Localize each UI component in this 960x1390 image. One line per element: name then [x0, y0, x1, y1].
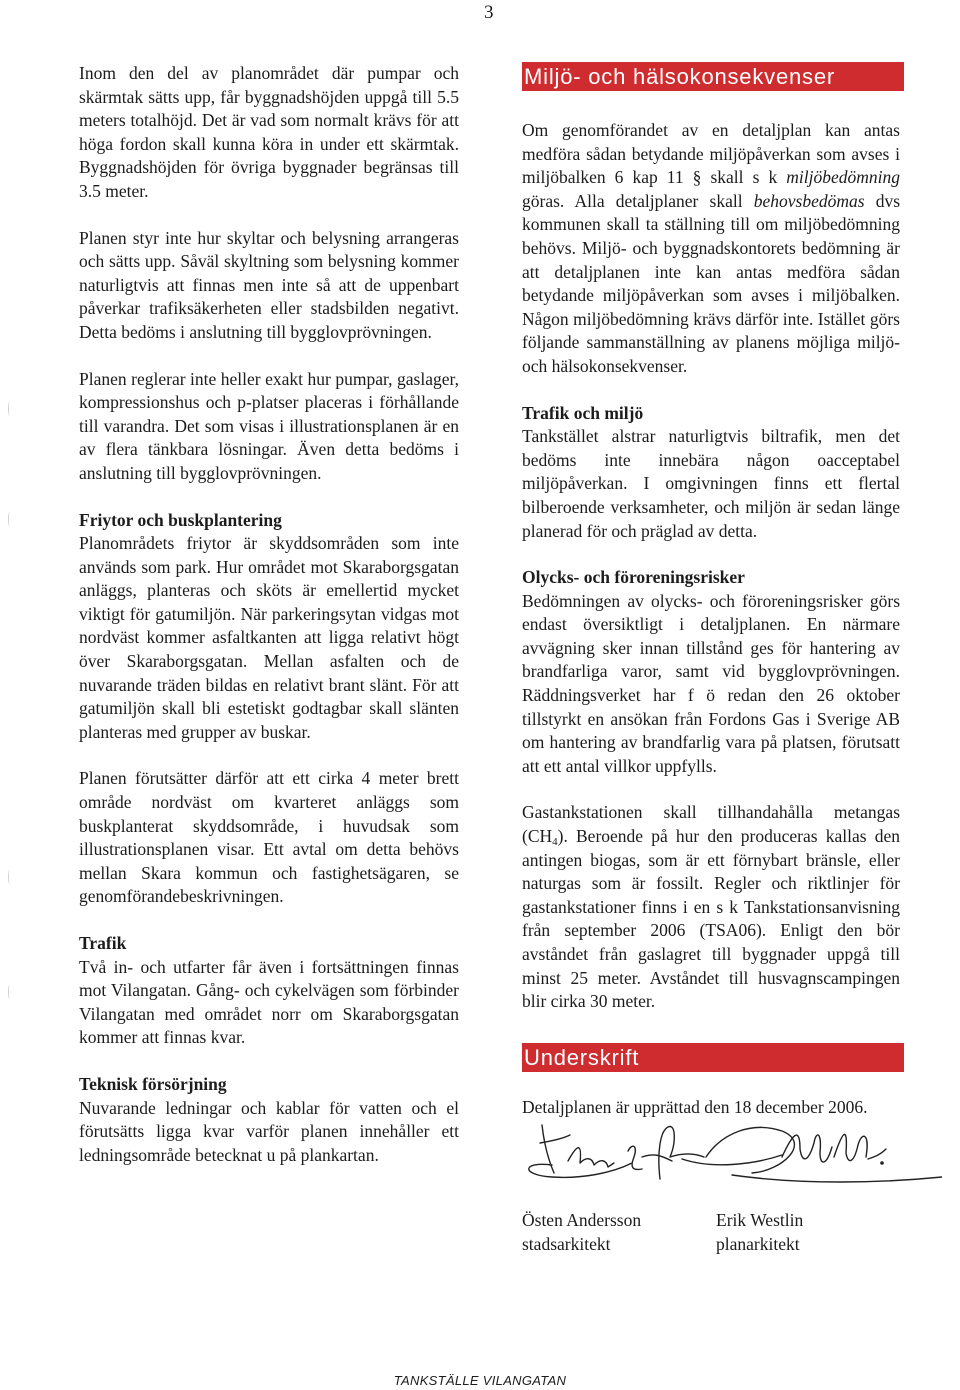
handwritten-signatures-icon	[482, 1113, 942, 1213]
paragraph-pump-placement: Planen reglerar inte heller exakt hur pumpar, gaslager, kompressionshus och p-platser placeras i förhållande till varandra. Det som visas i illustrationsplanen är en av flera tänkbara lösningar. Även detta bedöms i anslutning till bygglovprövningen.	[79, 368, 459, 483]
scan-margin-mark	[8, 512, 11, 526]
scan-margin-mark	[8, 870, 11, 884]
heading-olycks-risker: Olycks- och föroreningsrisker	[522, 567, 745, 588]
page-number: 3	[484, 2, 494, 23]
heading-trafik: Trafik	[79, 933, 127, 953]
heading-trafik-miljo: Trafik och miljö	[522, 402, 644, 423]
text-span: ). Beroende på hur den produceras kallas den antingen biogas, som är ett förnybart bränsle, eller naturgas som är fossilt. Regler och riktlinjer för gastankstationer finns i en s k Tankstationsanvisning från september 2006 (TSA06). Enligt den bör avståndet från gaslagret till byggnader uppgå till minst 25 meter. Avståndet till husvagnscampingen blir cirka 30 meter.	[522, 826, 900, 1012]
signer-erik-westlin	[716, 1209, 803, 1256]
subscript: 4	[552, 836, 558, 849]
text-span: dvs kommunen skall ta ställning till om miljöbedömning behövs. Miljö- och byggnadskontorets bedömning är att detaljplanen inte kan antas medföra sådan betydande miljöpåverkan som avses i miljöbalken. Någon miljöbedömning krävs därför inte. Istället görs följande sammanställning av planens möjliga miljö- och hälsokonsekvenser.	[522, 190, 900, 376]
paragraph-friytor-agreement: Planen förutsätter därför att ett cirka 4 meter brett område nordväst om kvarteret anläggs som buskplanterat skyddsområde, i huvudsak som illustrationsplanen visar. Ett avtal om detta behövs mellan Skara kommun och fastighetsägaren, se genomförandebeskrivningen.	[79, 768, 459, 907]
signer-name: Östen Andersson	[522, 1210, 642, 1231]
left-column	[79, 62, 459, 1167]
emphasis-behovsbedomas: behovsbedömas	[753, 190, 865, 211]
section-banner-underskrift: Underskrift	[522, 1043, 904, 1072]
page-footer: TANKSTÄLLE VILANGATAN	[393, 1373, 567, 1388]
section-banner-miljo: Miljö- och hälsokonsekvenser	[522, 62, 904, 91]
heading-friytor: Friytor och buskplantering	[79, 509, 282, 530]
paragraph-miljo-intro	[522, 119, 900, 379]
paragraph-teknisk-forsorjning: Nuvarande ledningar och kablar för vatten och el förutsätts ligga kvar varför planen innehåller ett ledningsområde betecknat u på plankartan.	[79, 1097, 459, 1165]
text-span: Gastankstationen skall tillhandahålla metangas (CH	[522, 802, 900, 847]
signature-area	[522, 1119, 900, 1209]
text-span: Om genomförandet av en detaljplan kan antas medföra sådan betydande miljöpåverkan som avses i miljöbalken 6 kap 11 § skall s k	[522, 120, 900, 188]
paragraph-gastankstation	[522, 801, 900, 1013]
paragraph-signs-lighting: Planen styr inte hur skyltar och belysning arrangeras och sätts upp. Såväl skyltning som belysning kommer naturligtvis att finnas men inte så att de uppenbart påverkar trafiksäkerheten eller stadsbilden negativt. Detta bedöms i anslutning till bygglovprövningen.	[79, 227, 459, 342]
emphasis-miljobedomning: miljöbedömning	[786, 167, 900, 188]
signer-name: Erik Westlin	[716, 1210, 804, 1231]
paragraph-friytor: Planområdets friytor är skyddsområden som inte används som park. Hur området mot Skaraborgsgatan anläggs, planteras och sköts är emellertid mycket viktigt för gatumiljön. När parkeringsytan vidgas mot nordväst kommer asfaltkanten att ligga relativt högt över Skaraborgsgatan. Mellan asfalten och de nuvarande träden bildas en relativt brant slänt. För att gatumiljön skall bli estetiskt godtagbar skall slänten planteras med grupper av buskar.	[79, 533, 459, 742]
signer-title: stadsarkitekt	[522, 1233, 611, 1254]
paragraph-underskrift-date: Detaljplanen är upprättad den 18 december 2006.	[522, 1096, 868, 1117]
scan-margin-mark	[8, 402, 11, 416]
scan-margin-mark	[8, 985, 11, 999]
paragraph-trafik: Två in- och utfarter får även i fortsättningen finnas mot Vilangatan. Gång- och cykelvägen som förbinder Vilangatan med området norr om Skaraborgsgatan kommer att finnas kvar.	[79, 956, 459, 1048]
paragraph-olycks-risker: Bedömningen av olycks- och föroreningsrisker görs endast översiktligt i detaljplanen. En närmare avvägning sker innan tillstånd ges för hantering av brandfarliga varor, samt vid bygglovprövningen. Räddningsverket har f ö redan den 26 oktober tillstyrkt en ansökan från Fordons Gas i Sverige AB om hantering av brandfarlig vara på platsen, förutsatt att ett antal villkor uppfylls.	[522, 590, 900, 776]
paragraph-building-height: Inom den del av planområdet där pumpar och skärmtak sätts upp, får byggnadshöjden uppgå till 5.5 meters totalhöjd. Det är vad som normalt krävs för att höga fordon skall kunna köra in under ett skärmtak. Byggnadshöjden för övriga byggnader begränsas till 3.5 meter.	[79, 63, 459, 201]
signers	[522, 1209, 900, 1256]
signer-title: planarkitekt	[716, 1233, 800, 1254]
heading-teknisk-forsorjning: Teknisk försörjning	[79, 1073, 227, 1094]
text-span: göras. Alla detaljplaner skall	[522, 190, 754, 211]
right-column	[522, 62, 900, 1257]
signer-osten-andersson	[522, 1209, 716, 1256]
paragraph-trafik-miljo: Tankstället alstrar naturligtvis biltrafik, men det bedöms inte innebära någon oacceptabel miljöpåverkan. I omgivningen finns ett flertal bilberoende verksamheter, och miljön är sedan länge planerad för och präglad av detta.	[522, 426, 900, 541]
signature-dot	[880, 1162, 884, 1166]
